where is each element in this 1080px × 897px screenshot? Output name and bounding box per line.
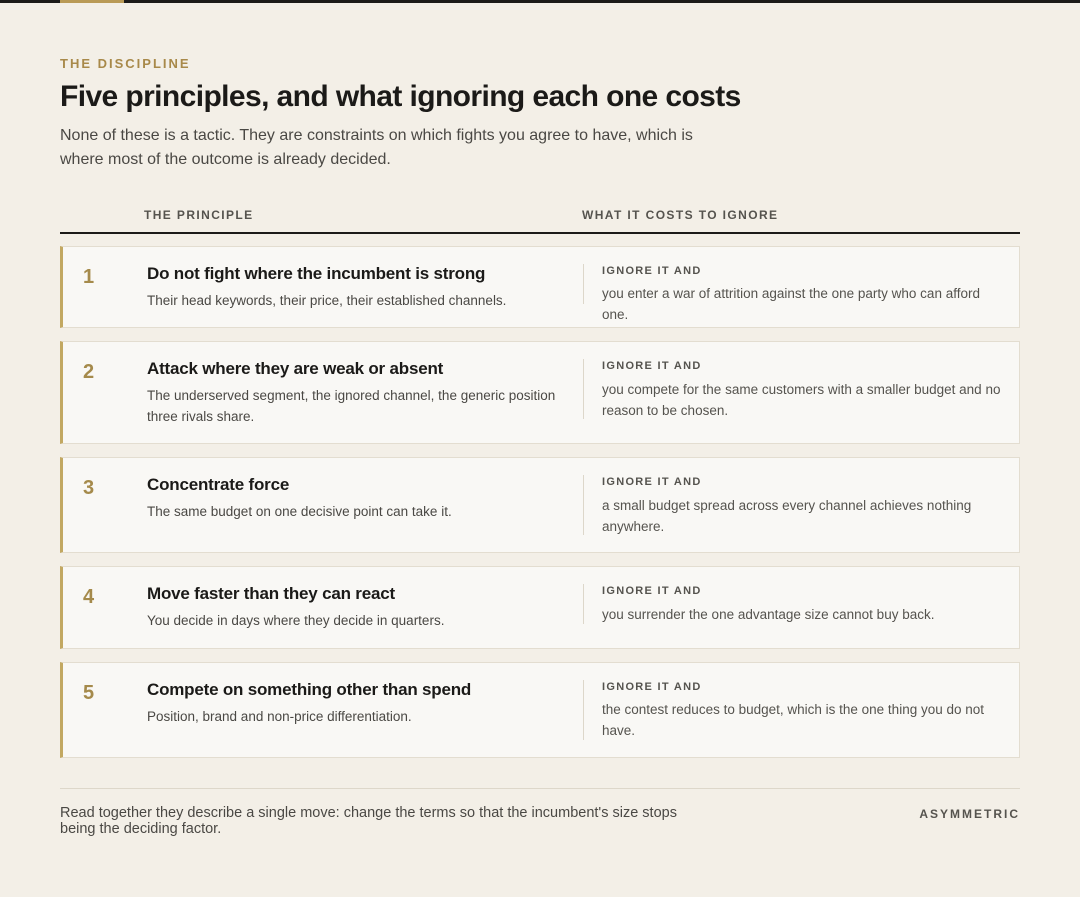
principle-description: You decide in days where they decide in quarters. <box>147 613 445 628</box>
footer-rule <box>60 788 1020 789</box>
principle-number: 1 <box>83 266 95 288</box>
header-rule <box>60 232 1020 234</box>
footer-wordmark: ASYMMETRIC <box>919 807 1020 821</box>
principle-row-5 <box>60 662 1020 758</box>
cost-text: a small budget spread across every channel achieves nothing anywhere. <box>602 498 972 534</box>
principle-title: Compete on something other than spend <box>147 680 472 699</box>
section-eyebrow: THE DISCIPLINE <box>60 56 191 71</box>
principle-number: 2 <box>83 361 95 383</box>
column-divider <box>583 584 584 624</box>
intro-text: None of these is a tactic. They are constraints on which fights you agree to have, which is where most of the outcome is already decided. <box>60 127 693 168</box>
principle-title: Move faster than they can react <box>147 584 395 603</box>
column-divider <box>583 359 584 419</box>
principle-description: Their head keywords, their price, their established channels. <box>147 293 507 308</box>
cost-text: the contest reduces to budget, which is the one thing you do not have. <box>602 702 985 738</box>
column-divider <box>583 264 584 304</box>
principle-description: Position, brand and non-price differentiation. <box>147 709 412 724</box>
ignore-label: IGNORE IT AND <box>602 681 702 693</box>
principle-row-2 <box>60 341 1020 444</box>
principle-title: Do not fight where the incumbent is strong <box>147 264 486 283</box>
ignore-label: IGNORE IT AND <box>602 585 702 597</box>
principles-table <box>60 246 1020 771</box>
top-rule <box>0 0 1080 3</box>
footer-summary: Read together they describe a single move: change the terms so that the incumbent's size stops being the deciding factor. <box>60 805 677 837</box>
principle-row-3 <box>60 457 1020 553</box>
ignore-label: IGNORE IT AND <box>602 476 702 488</box>
principle-number: 3 <box>83 477 95 499</box>
principle-title: Attack where they are weak or absent <box>147 359 444 378</box>
principle-title: Concentrate force <box>147 475 290 494</box>
cost-text: you surrender the one advantage size cannot buy back. <box>602 607 935 622</box>
ignore-label: IGNORE IT AND <box>602 265 702 277</box>
column-header-cost: WHAT IT COSTS TO IGNORE <box>582 208 779 222</box>
principle-number: 4 <box>83 586 95 608</box>
column-divider <box>583 475 584 535</box>
page-title: Five principles, and what ignoring each one costs <box>60 80 741 113</box>
principle-description: The underserved segment, the ignored channel, the generic position three rivals share. <box>147 388 556 424</box>
principle-number: 5 <box>83 682 95 704</box>
top-accent-bar <box>60 0 124 3</box>
cost-text: you enter a war of attrition against the one party who can afford one. <box>602 286 980 322</box>
principle-row-4 <box>60 566 1020 649</box>
principle-description: The same budget on one decisive point can take it. <box>147 504 452 519</box>
column-divider <box>583 680 584 740</box>
ignore-label: IGNORE IT AND <box>602 360 702 372</box>
column-header-principle: THE PRINCIPLE <box>144 208 254 222</box>
cost-text: you compete for the same customers with a smaller budget and no reason to be chosen. <box>602 382 1001 418</box>
principle-row-1 <box>60 246 1020 328</box>
